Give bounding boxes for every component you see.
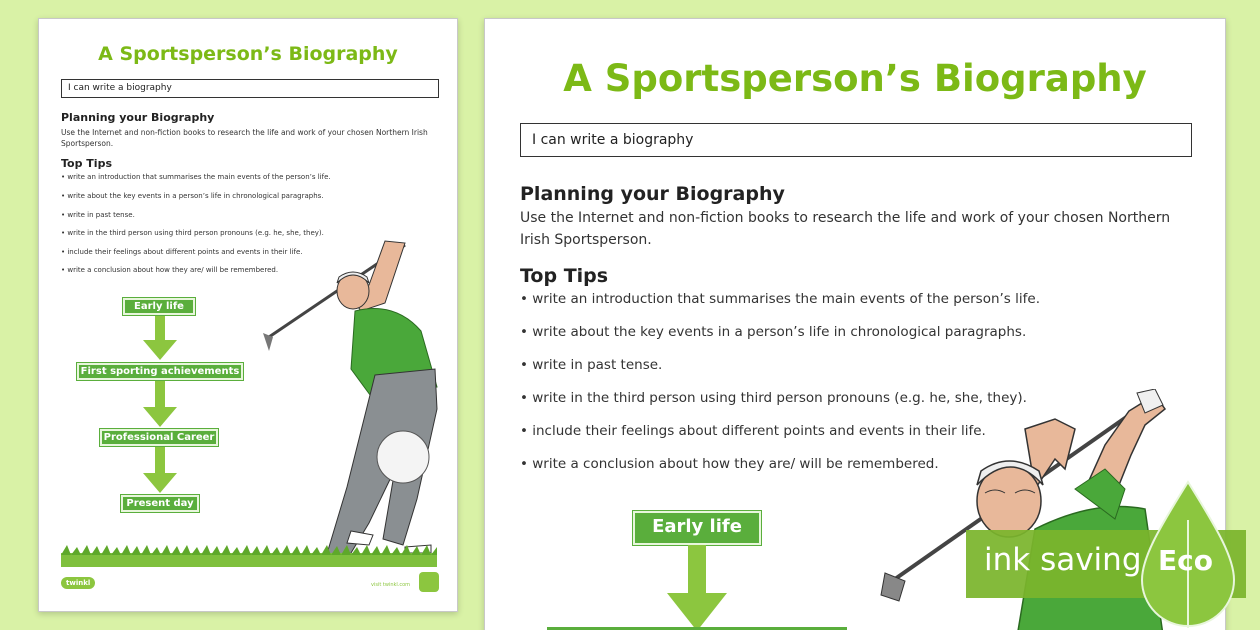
tip-item: • include their feelings about different points and events in their life. — [520, 423, 986, 439]
flow-step-early-life: Early life — [123, 298, 195, 315]
page-title: A Sportsperson’s Biography — [563, 57, 1147, 100]
tip-item: • write an introduction that summarises the main events of the person’s life. — [520, 291, 1040, 307]
tip-item: • include their feelings about different points and events in their life. — [61, 248, 303, 256]
flow-step-early-life: Early life — [633, 511, 761, 545]
flow-step-professional-career: Professional Career — [100, 429, 218, 446]
page-title: A Sportsperson’s Biography — [98, 43, 398, 65]
tip-item: • write a conclusion about how they are/ will be remembered. — [61, 266, 279, 274]
planning-heading: Planning your Biography — [61, 111, 215, 124]
tips-heading: Top Tips — [61, 157, 112, 170]
grass-strip — [61, 543, 437, 567]
golfer-illustration — [255, 225, 445, 555]
objective-box: I can write a biography — [61, 79, 439, 98]
flow-arrow-icon — [667, 545, 727, 630]
flow-step-first-achievements: First sporting achievements — [77, 363, 243, 380]
flow-arrow-icon — [143, 316, 177, 360]
planning-text: Use the Internet and non-fiction books to research the life and work of your chosen Northern Irish Sportsperson. — [61, 128, 428, 148]
flow-arrow-icon — [143, 447, 177, 493]
tip-item: • write in past tense. — [520, 357, 663, 373]
tip-item: • write in the third person using third person pronouns (e.g. he, she, they). — [61, 229, 324, 237]
ink-saving-label: ink saving — [984, 542, 1142, 578]
eco-label: Eco — [1158, 544, 1213, 577]
badge-icon — [419, 572, 439, 592]
tips-heading: Top Tips — [520, 265, 609, 287]
preview-page-thumbnail[interactable] — [38, 18, 458, 612]
tip-item: • write an introduction that summarises the main events of the person’s life. — [61, 173, 331, 181]
planning-text-line-1: Use the Internet and non-fiction books to research the life and work of your chosen Northern — [520, 210, 1171, 226]
objective-box: I can write a biography — [520, 123, 1192, 157]
tip-item: • write about the key events in a person’s life in chronological paragraphs. — [520, 324, 1027, 340]
twinkl-logo: twinkl — [61, 577, 95, 589]
tip-item: • write in the third person using third person pronouns (e.g. he, she, they). — [520, 390, 1027, 406]
tip-item: • write in past tense. — [61, 211, 135, 219]
planning-heading: Planning your Biography — [520, 183, 785, 205]
footer-url: visit twinkl.com — [371, 582, 411, 588]
tip-item: • write a conclusion about how they are/ will be remembered. — [520, 456, 939, 472]
flow-step-present-day: Present day — [121, 495, 199, 512]
flow-arrow-icon — [143, 381, 177, 427]
planning-text-line-2: Irish Sportsperson. — [520, 232, 652, 248]
tip-item: • write about the key events in a person’s life in chronological paragraphs. — [61, 192, 324, 200]
